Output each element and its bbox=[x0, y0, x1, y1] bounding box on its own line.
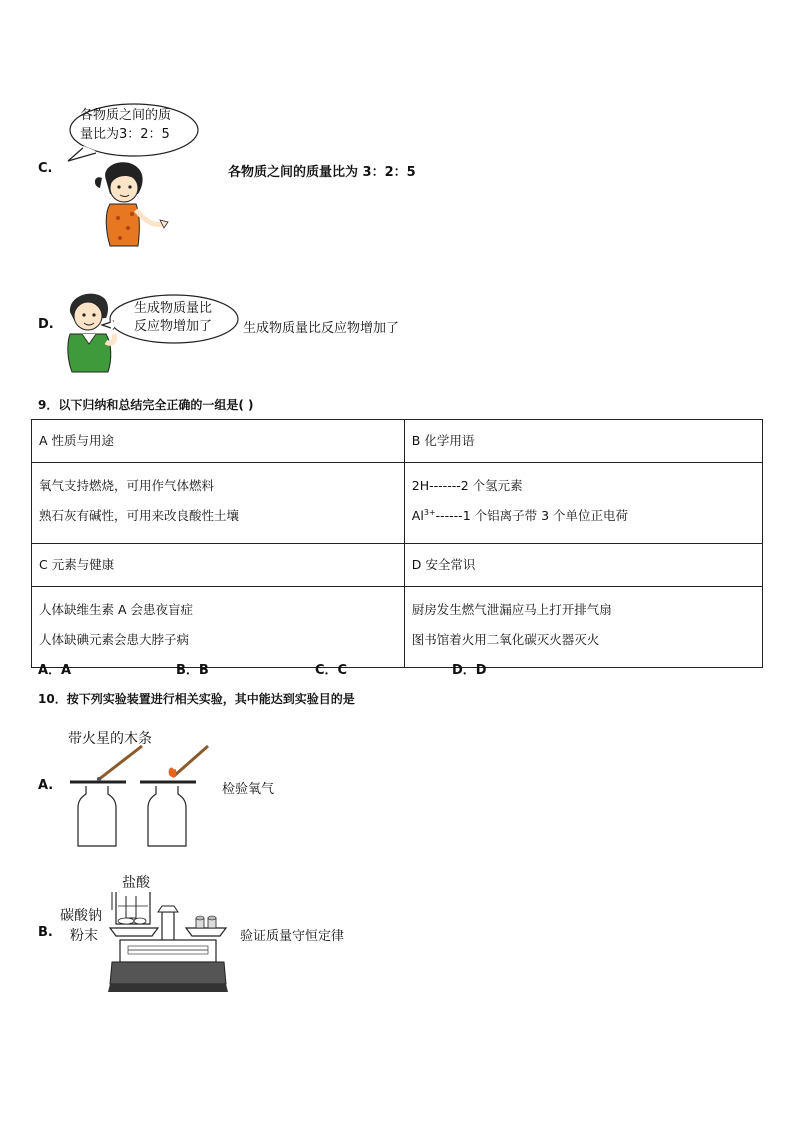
cell-a-body bbox=[32, 463, 405, 544]
q9-option-a: A．A bbox=[38, 663, 72, 678]
cell-d-line1: 厨房发生燃气泄漏应马上打开排气扇 bbox=[411, 602, 612, 617]
q10-option-a-letter: A. bbox=[38, 778, 54, 793]
option-c-letter: C. bbox=[38, 161, 53, 176]
bubble-c-line2: 量比为3：2：5 bbox=[80, 127, 170, 142]
question-9-stem: 9．以下归纳和总结完全正确的一组是( ) bbox=[38, 398, 254, 412]
cell-a-line2: 熟石灰有碱性，可用来改良酸性土壤 bbox=[39, 508, 240, 523]
question-10-stem: 10．按下列实验装置进行相关实验，其中能达到实验目的是 bbox=[38, 692, 355, 706]
cell-b-body bbox=[404, 463, 762, 544]
cell-d-body bbox=[404, 587, 762, 668]
cell-b-line1: 2H-------2 个氢元素 bbox=[411, 478, 523, 493]
cell-c-line2: 人体缺碘元素会患大脖子病 bbox=[39, 632, 190, 647]
powder-label-2: 粉末 bbox=[70, 928, 98, 944]
girl-illustration bbox=[80, 158, 170, 250]
q10-option-b-text: 验证质量守恒定律 bbox=[240, 929, 345, 944]
powder-label-1: 碳酸钠 bbox=[60, 908, 102, 924]
q9-option-b: B．B bbox=[176, 663, 209, 678]
cell-b-line2: $Al^{3+}------1$ 个铝离子带 3 个单位正电荷 bbox=[411, 507, 629, 523]
option-d-text: 生成物质量比反应物增加了 bbox=[243, 321, 400, 336]
q9-option-c: C．C bbox=[315, 663, 348, 678]
question-9-table bbox=[31, 419, 763, 668]
q10-option-b-letter: B. bbox=[38, 925, 53, 940]
acid-label: 盐酸 bbox=[122, 875, 150, 891]
cell-d-line2: 图书馆着火用二氧化碳灭火器灭火 bbox=[411, 632, 600, 647]
cell-c-body bbox=[32, 587, 405, 668]
bubble-c-line1: 各物质之间的质 bbox=[80, 108, 172, 123]
cell-a-line1: 氧气支持燃烧，可用作气体燃料 bbox=[39, 478, 215, 493]
bubble-d-line1: 生成物质量比 bbox=[134, 301, 213, 316]
q10-option-a-text: 检验氧气 bbox=[222, 782, 275, 797]
cell-a-head: A 性质与用途 bbox=[32, 420, 405, 463]
option-c-text: 各物质之间的质量比为 3：2：5 bbox=[228, 165, 416, 180]
bubble-d-line2: 反应物增加了 bbox=[134, 319, 213, 334]
balance-figure bbox=[104, 888, 232, 996]
cell-b-head: B 化学用语 bbox=[404, 420, 762, 463]
splint-label: 带火星的木条 bbox=[68, 731, 152, 747]
gas-jars-figure bbox=[66, 742, 216, 852]
option-d-letter: D. bbox=[38, 317, 54, 332]
cell-c-head: C 元素与健康 bbox=[32, 544, 405, 587]
q9-option-d: D．D bbox=[452, 663, 487, 678]
cell-c-line1: 人体缺维生素 A 会患夜盲症 bbox=[39, 602, 193, 617]
cell-d-head: D 安全常识 bbox=[404, 544, 762, 587]
